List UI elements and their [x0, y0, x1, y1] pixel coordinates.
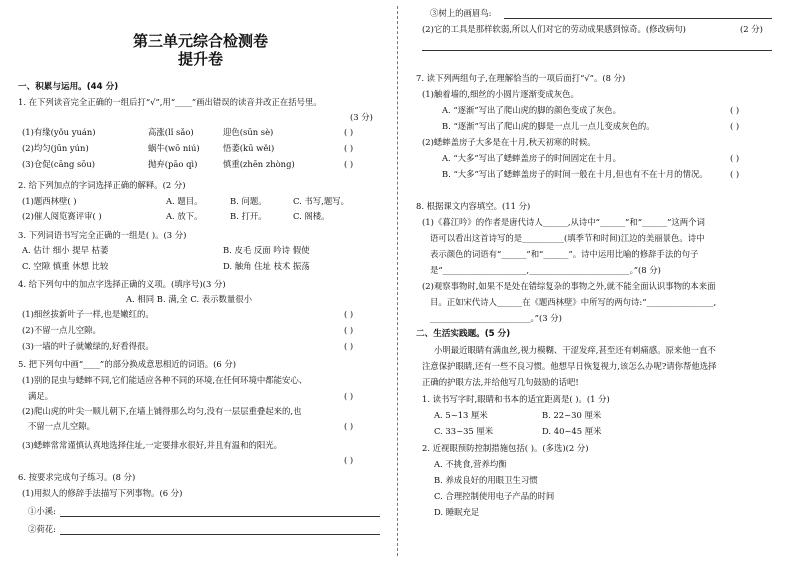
q7-group1-lead: (1)触着墙的,细丝的小圆片逐渐变成灰色。	[422, 89, 579, 99]
q3-option-a: A. 估计 细小 提早 枯萎	[22, 245, 109, 255]
q8-line: 是“____________________,________________________。”(8 分)	[430, 265, 661, 275]
q6-stem: 6. 按要求完成句子练习。(8 分)	[18, 472, 136, 482]
q5-item1-line1: (1)别的昆虫与蟋蟀不同,它们能适应各种不同的环境,在任何环境中都能安心、	[22, 375, 308, 385]
q3-option-d: D. 触角 住址 枝术 振荡	[223, 261, 310, 271]
answer-bracket[interactable]: ( )	[344, 391, 354, 401]
q4-item2: (2)不留一点儿空隙。	[22, 325, 101, 335]
answer-bracket[interactable]: ( )	[730, 105, 740, 115]
p2-option-c: C. 合理控制使用电子产品的时间	[434, 491, 555, 501]
q1-stem: 1. 在下列读音完全正确的一组后打“√”,用“____”画出错误的读音并改正在括号里。	[18, 97, 322, 107]
q6-sub1: (1)用拟人的修辞手法描写下列事物。(6 分)	[22, 488, 183, 498]
q4-options: A. 相同 B. 满,全 C. 表示数量很小	[126, 294, 253, 304]
passage-line: 小明最近眼睛有满血丝,视力模糊、干涩发痒,甚至还有刺痛感。原来他一直不	[434, 345, 716, 355]
q3-option-c: C. 空隙 慎重 休想 比较	[22, 261, 109, 271]
q5-item3-line1: (3)蟋蟀常常谨慎认真地选择住址,一定要排水很好,并且有温和的阳光。	[22, 440, 283, 450]
answer-bracket[interactable]: ( )	[344, 325, 354, 335]
q2-row2-a: (2)催人阅览赛评审( )	[22, 211, 102, 221]
q8-line: 表示颜色的词语有“______”和“______”。诗中运用比喻的修辞手法的句子	[430, 249, 699, 259]
q7-group2-option-b: B. “大多”写出了蟋蟀盖房子的时间一般在十月,但也有不在十月的情况。	[442, 169, 708, 179]
passage-line: 正确的护眼方法,并给他写几句鼓励的话吧!	[422, 377, 579, 387]
p2-option-b: B. 养成良好的用眼卫生习惯	[434, 475, 538, 485]
section-1-heading: 一、积累与运用。(44 分)	[18, 82, 119, 92]
passage-line: 注意保护眼睛,还有一些不良习惯。他想早日恢复视力,该怎么办呢?请你帮他选择	[422, 361, 717, 371]
q2-row1-c: B. 问题。	[230, 196, 267, 206]
q5-item2-line2: 不留一点儿空隙。	[28, 421, 95, 431]
column-divider	[397, 6, 398, 556]
q5-item2-line1: (2)爬山虎的叶尖一顺儿朝下,在墙上铺得那么均匀,没有一层层重叠起来的,也	[22, 406, 302, 416]
q7-group1-option-b: B. “逐渐”写出了爬山虎的脚是一点儿一点儿变成灰色的。	[442, 121, 655, 131]
q6-item-stream-answer-line[interactable]	[60, 516, 380, 517]
q4-stem: 4. 给下列句中的加点字选择正确的义项。(填序号)(3 分)	[18, 279, 226, 289]
q8-line: 目。正如宋代诗人______在《题西林壁》中所写的两句诗:“________________,	[430, 297, 717, 307]
q2-stem: 2. 给下列加点的字词选择正确的解释。(2 分)	[18, 180, 186, 190]
q6-item-bird-answer-line[interactable]	[504, 18, 772, 19]
p2-option-d: D. 睡眠充足	[434, 507, 480, 517]
answer-bracket[interactable]: ( )	[344, 421, 354, 431]
q1-row2-c: 悟萎(kū wěi)	[223, 143, 275, 153]
p1-stem: 1. 读书写字时,眼睛和书本的适宜距离是( )。(1 分)	[422, 394, 610, 404]
q1-row1-c: 迎色(sūn sè)	[223, 127, 274, 137]
q2-row2-c: B. 打开。	[230, 211, 267, 221]
q7-group2-lead: (2)蟋蟀盖房子大多是在十月,秋天初寒的时候。	[422, 137, 596, 147]
q5-item1-line2: 满足。	[28, 391, 54, 401]
q1-row3-b: 抛弃(pāo qì)	[148, 159, 198, 169]
q6-sub2-answer-line[interactable]	[422, 50, 772, 51]
left-column	[18, 0, 383, 561]
q6-item-lotus-answer-line[interactable]	[60, 534, 380, 535]
answer-bracket[interactable]: ( )	[730, 169, 740, 179]
q4-item1: (1)细丝拔新叶子一样,也是嫩红的。	[22, 309, 154, 319]
q7-group1-option-a: A. “逐渐”写出了爬山虎的脚的颜色变成了灰色。	[442, 105, 622, 115]
q8-line: (1)《暮江吟》的作者是唐代诗人______,从诗中“______”和“______”这两个词	[422, 217, 705, 227]
p1-option-a: A. 5~13 厘米	[434, 410, 488, 420]
q2-row1-d: C. 书写,题写。	[293, 196, 349, 206]
p2-option-a: A. 不挑食,营养均衡	[434, 459, 507, 469]
q1-row2-b: 蜗牛(wō niú)	[148, 143, 200, 153]
q1-row1-b: 高涨(lǐ sǎo)	[148, 127, 194, 137]
q6-item-lotus-label: ②荷花:	[28, 524, 56, 534]
p1-option-b: B. 22~30 厘米	[542, 410, 602, 420]
q4-item3: (3)一墙的叶子就嫩绿的,好看得很。	[22, 341, 154, 351]
answer-bracket[interactable]: ( )	[344, 309, 354, 319]
q3-stem: 3. 下列词语书写完全正确的一组是( )。(3 分)	[18, 230, 187, 240]
q6-sub2-score: (2 分)	[740, 24, 763, 34]
q1-row2-a: (2)均匀(jūn yún)	[22, 143, 89, 153]
q2-row1-a: (1)题西林壁( )	[22, 196, 77, 206]
answer-bracket[interactable]: ( )	[344, 143, 354, 153]
answer-bracket[interactable]: ( )	[730, 153, 740, 163]
page-title: 第三单元综合检测卷	[132, 32, 268, 50]
q7-stem: 7. 读下列两组句子,在理解恰当的一项后面打“√”。(8 分)	[416, 73, 626, 83]
q8-line: 语可以看出这首诗写的是__________(填季节和时间)江边的美丽景色。诗中	[430, 233, 705, 243]
answer-bracket[interactable]: ( )	[344, 455, 354, 465]
answer-bracket[interactable]: ( )	[344, 127, 354, 137]
q8-stem: 8. 根据课文内容填空。(11 分)	[416, 201, 531, 211]
answer-bracket[interactable]: ( )	[344, 159, 354, 169]
p1-option-d: D. 40~45 厘米	[542, 426, 602, 436]
q8-line: (2)观察事物时,如果不是处在错综复杂的事物之外,就不能全面认识事物的本来面	[422, 281, 716, 291]
q2-row2-d: C. 阁楼。	[293, 211, 330, 221]
q3-option-b: B. 皮毛 反面 吟诗 假使	[223, 245, 310, 255]
q6-sub2: (2)它的工具是那样软弱,所以人们对它的劳动成果感到惊奇。(修改病句)	[422, 24, 686, 34]
section-2-heading: 二、生活实践题。(5 分)	[416, 329, 511, 339]
p2-stem: 2. 近视眼预防控制措施包括( )。(多选)(2 分)	[422, 443, 589, 453]
q8-line: ________________________。”(3 分)	[430, 313, 562, 323]
q1-row1-a: (1)有缘(yǒu yuán)	[22, 127, 96, 137]
page-subtitle: 提升卷	[177, 50, 223, 68]
q1-score: (3 分)	[350, 112, 373, 122]
p1-option-c: C. 33~35 厘米	[434, 426, 494, 436]
q2-row2-b: A. 放下。	[166, 211, 203, 221]
answer-bracket[interactable]: ( )	[344, 341, 354, 351]
q5-stem: 5. 把下列句中画“____”的部分换成意思相近的词语。(6 分)	[18, 359, 236, 369]
q2-row1-b: A. 题目。	[166, 196, 203, 206]
right-column	[412, 0, 776, 561]
answer-bracket[interactable]: ( )	[730, 121, 740, 131]
q1-row3-c: 慎重(zhēn zhòng)	[223, 159, 295, 169]
q6-item-bird-label: ③树上的画眉鸟:	[430, 8, 492, 18]
q1-row3-a: (3)仓促(cāng sōu)	[22, 159, 95, 169]
q6-item-stream-label: ①小溪:	[28, 506, 56, 516]
q7-group2-option-a: A. “大多”写出了蟋蟀盖房子的时间固定在十月。	[442, 153, 622, 163]
